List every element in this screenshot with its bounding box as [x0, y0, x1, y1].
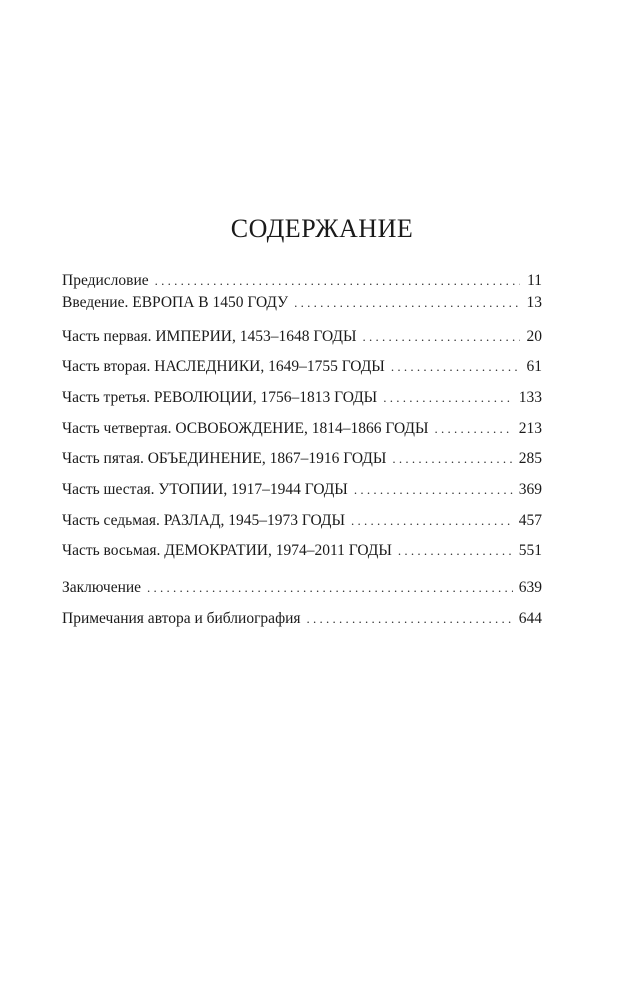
toc-entry-part-6[interactable]: [62, 479, 542, 501]
toc-entry-page: 457: [518, 512, 542, 529]
dot-leader: [362, 326, 520, 348]
toc-entry-label: Введение. ЕВРОПА В 1450 ГОДУ: [62, 294, 289, 311]
toc-entry-page: 13: [526, 294, 542, 311]
toc-entry-label: Примечания автора и библиография: [62, 610, 301, 627]
toc-entry-preface[interactable]: [62, 270, 542, 292]
toc-entry-introduction[interactable]: [62, 292, 542, 314]
toc-entry-part-4[interactable]: [62, 418, 542, 440]
toc-entry-label: Часть шестая. УТОПИИ, 1917–1944 ГОДЫ: [62, 481, 348, 498]
toc-entry-notes-bibliography[interactable]: [62, 608, 542, 630]
toc-entry-conclusion[interactable]: [62, 577, 542, 599]
page-title: СОДЕРЖАНИЕ: [230, 214, 414, 243]
toc-entry-part-8[interactable]: [62, 540, 542, 562]
dot-leader: [434, 418, 512, 440]
toc-entry-label: Часть четвертая. ОСВОБОЖДЕНИЕ, 1814–1866 ГОДЫ: [62, 420, 429, 437]
dot-leader: [398, 540, 513, 562]
toc-entry-page: 61: [526, 358, 542, 375]
dot-leader: [354, 479, 513, 501]
toc-entry-part-3[interactable]: [62, 387, 542, 409]
toc-entry-label: Часть первая. ИМПЕРИИ, 1453–1648 ГОДЫ: [62, 328, 357, 345]
dot-leader: [392, 448, 512, 470]
toc-entry-label: Заключение: [62, 579, 142, 596]
toc-entry-page: 369: [518, 481, 542, 498]
toc-entry-label: Часть третья. РЕВОЛЮЦИИ, 1756–1813 ГОДЫ: [62, 389, 378, 406]
dot-leader: [351, 510, 513, 532]
dot-leader: [147, 577, 513, 599]
toc-entry-part-7[interactable]: [62, 510, 542, 532]
toc-entry-label: Часть восьмая. ДЕМОКРАТИИ, 1974–2011 ГОДЫ: [62, 542, 392, 559]
toc-entry-label: Предисловие: [62, 272, 149, 289]
toc-entry-page: 285: [518, 450, 542, 467]
toc-entry-label: Часть седьмая. РАЗЛАД, 1945–1973 ГОДЫ: [62, 512, 345, 529]
toc-entry-page: 11: [527, 272, 542, 289]
toc-entry-label: Часть пятая. ОБЪЕДИНЕНИЕ, 1867–1916 ГОДЫ: [62, 450, 387, 467]
toc-entry-page: 644: [518, 610, 542, 627]
toc-entry-label: Часть вторая. НАСЛЕДНИКИ, 1649–1755 ГОДЫ: [62, 358, 385, 375]
toc-entry-page: 133: [518, 389, 542, 406]
toc-entry-part-2[interactable]: [62, 356, 542, 378]
dot-leader: [307, 608, 513, 630]
dot-leader: [383, 387, 513, 409]
dot-leader: [294, 292, 520, 314]
dot-leader: [155, 270, 520, 292]
dot-leader: [391, 356, 520, 378]
toc-entry-part-5[interactable]: [62, 448, 542, 470]
toc-entry-page: 639: [518, 579, 542, 596]
toc-entry-part-1[interactable]: [62, 326, 542, 348]
toc-entry-page: 20: [526, 328, 542, 345]
toc-entry-page: 551: [518, 542, 542, 559]
toc-entry-page: 213: [518, 420, 542, 437]
